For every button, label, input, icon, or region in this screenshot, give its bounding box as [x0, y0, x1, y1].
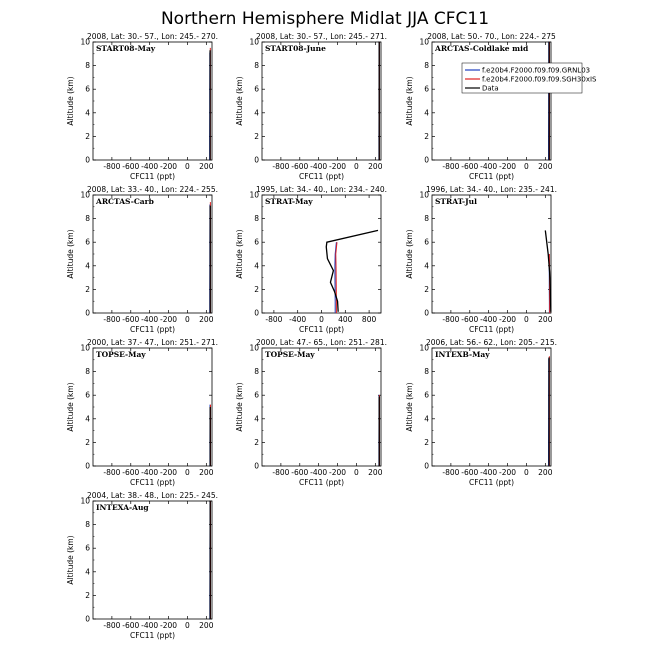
y-tick-label: 6	[424, 390, 429, 400]
y-tick-label: 2	[254, 437, 259, 447]
panel-header: 2008, Lat: 33.- 40., Lon: 224.- 255.	[87, 185, 218, 194]
plot-frame	[93, 501, 212, 619]
x-tick-label: 0	[354, 468, 359, 477]
panel-7	[66, 338, 218, 487]
y-tick-label: 0	[85, 461, 90, 471]
y-tick-label: 0	[424, 308, 429, 318]
panel-9	[405, 338, 557, 487]
legend-entry: Data	[482, 84, 499, 93]
x-tick-label: -400	[310, 468, 328, 477]
y-tick-label: 4	[424, 414, 429, 424]
panel-header: 2000, Lat: 37.- 47., Lon: 251.- 271.	[87, 338, 218, 347]
panel-10	[66, 491, 218, 640]
x-tick-label: 0	[524, 315, 529, 324]
panel-label: START08-May	[96, 44, 156, 53]
x-tick-label: 200	[199, 315, 214, 324]
x-tick-label: -400	[289, 315, 307, 324]
plot-frame	[93, 348, 212, 466]
x-axis-label: CFC11 (ppt)	[298, 172, 345, 181]
x-tick-label: -800	[442, 315, 460, 324]
x-tick-label: -400	[480, 315, 498, 324]
plot-frame	[262, 42, 381, 160]
x-tick-label: -800	[272, 162, 290, 171]
x-tick-label: 200	[538, 315, 553, 324]
panel-label: START08-June	[265, 44, 326, 53]
x-tick-label: -800	[265, 315, 283, 324]
x-tick-label: -200	[329, 162, 347, 171]
y-tick-label: 8	[254, 214, 259, 224]
plot-frame	[93, 195, 212, 313]
x-tick-label: 200	[538, 162, 553, 171]
x-axis-label: CFC11 (ppt)	[298, 478, 345, 487]
x-tick-label: 0	[185, 162, 190, 171]
x-tick-label: -800	[103, 162, 121, 171]
x-tick-label: -200	[499, 468, 517, 477]
y-tick-label: 0	[85, 155, 90, 165]
y-axis-label: Altitude (km)	[235, 76, 244, 126]
x-tick-label: -200	[499, 162, 517, 171]
x-tick-label: 800	[361, 315, 377, 324]
x-tick-label: -400	[141, 621, 159, 630]
series-line-3	[326, 230, 378, 311]
y-tick-label: 2	[85, 131, 90, 141]
x-tick-label: -200	[499, 315, 517, 324]
x-tick-label: 0	[319, 315, 324, 324]
y-tick-label: 8	[85, 214, 90, 224]
x-tick-label: -600	[461, 315, 479, 324]
y-axis-label: Altitude (km)	[235, 229, 244, 279]
x-tick-label: 200	[199, 468, 214, 477]
x-tick-label: -200	[160, 621, 178, 630]
y-tick-label: 6	[254, 237, 259, 247]
x-tick-label: -800	[103, 315, 121, 324]
y-tick-label: 10	[249, 37, 259, 47]
panel-header: 1996, Lat: 34.- 40., Lon: 235.- 241.	[426, 185, 557, 194]
x-axis-label: CFC11 (ppt)	[129, 325, 176, 334]
y-tick-label: 2	[254, 284, 259, 294]
x-tick-label: 200	[538, 468, 553, 477]
x-tick-label: 0	[185, 621, 190, 630]
panel-8	[235, 338, 387, 487]
panel-label: INTEXB-May	[435, 350, 490, 359]
x-tick-label: -200	[160, 162, 178, 171]
x-tick-label: -400	[141, 162, 159, 171]
y-tick-label: 0	[254, 461, 259, 471]
x-tick-label: -400	[141, 315, 159, 324]
y-tick-label: 0	[424, 461, 429, 471]
panel-header: 1995, Lat: 34.- 40., Lon: 234.- 240.	[256, 185, 387, 194]
x-tick-label: 0	[354, 162, 359, 171]
y-tick-label: 6	[85, 84, 90, 94]
panel-header: 2008, Lat: 30.- 57., Lon: 245.- 271.	[256, 32, 387, 41]
x-axis-label: CFC11 (ppt)	[468, 172, 515, 181]
y-tick-label: 10	[419, 190, 429, 200]
y-tick-label: 8	[85, 520, 90, 530]
plot-frame	[93, 42, 212, 160]
x-axis-label: CFC11 (ppt)	[129, 478, 176, 487]
x-tick-label: -600	[122, 315, 140, 324]
x-tick-label: 200	[199, 162, 214, 171]
x-tick-label: -400	[141, 468, 159, 477]
y-tick-label: 8	[254, 367, 259, 377]
y-tick-label: 0	[254, 155, 259, 165]
x-tick-label: -800	[442, 468, 460, 477]
panel-label: TOPSE-May	[96, 350, 146, 359]
y-tick-label: 4	[85, 414, 90, 424]
y-tick-label: 10	[80, 496, 90, 506]
y-tick-label: 8	[85, 61, 90, 71]
x-tick-label: -600	[122, 621, 140, 630]
y-axis-label: Altitude (km)	[235, 382, 244, 432]
y-tick-label: 0	[424, 155, 429, 165]
y-axis-label: Altitude (km)	[405, 382, 414, 432]
y-axis-label: Altitude (km)	[66, 535, 75, 585]
x-tick-label: -400	[480, 468, 498, 477]
x-axis-label: CFC11 (ppt)	[468, 325, 515, 334]
x-tick-label: -400	[310, 162, 328, 171]
panel-header: 2000, Lat: 47.- 65., Lon: 251.- 281.	[256, 338, 387, 347]
x-tick-label: 0	[185, 315, 190, 324]
figure-title: Northern Hemisphere Midlat JJA CFC11	[160, 9, 490, 29]
y-axis-label: Altitude (km)	[405, 76, 414, 126]
y-tick-label: 4	[85, 108, 90, 118]
x-tick-label: -200	[160, 315, 178, 324]
y-tick-label: 6	[424, 237, 429, 247]
plot-frame	[262, 348, 381, 466]
x-tick-label: -800	[103, 621, 121, 630]
y-tick-label: 8	[254, 61, 259, 71]
panel-header: 2008, Lat: 30.- 57., Lon: 245.- 270.	[87, 32, 218, 41]
series-line-3	[545, 230, 550, 311]
y-tick-label: 2	[85, 437, 90, 447]
y-tick-label: 10	[80, 37, 90, 47]
y-tick-label: 6	[85, 237, 90, 247]
legend	[462, 63, 597, 93]
x-tick-label: 0	[185, 468, 190, 477]
y-tick-label: 8	[85, 367, 90, 377]
x-axis-label: CFC11 (ppt)	[129, 172, 176, 181]
x-tick-label: -600	[461, 162, 479, 171]
panel-3	[405, 32, 597, 181]
y-tick-label: 2	[424, 284, 429, 294]
x-tick-label: -200	[160, 468, 178, 477]
x-tick-label: -600	[291, 162, 309, 171]
y-tick-label: 2	[254, 131, 259, 141]
panel-label: STRAT-May	[265, 197, 313, 206]
panel-header: 2004, Lat: 38.- 48., Lon: 225.- 245.	[87, 491, 218, 500]
y-tick-label: 8	[424, 367, 429, 377]
y-tick-label: 10	[419, 37, 429, 47]
y-tick-label: 0	[254, 308, 259, 318]
x-tick-label: 400	[338, 315, 353, 324]
y-tick-label: 2	[85, 590, 90, 600]
y-tick-label: 4	[85, 567, 90, 577]
legend-entry: f.e20b4.F2000.f09.f09.SGH30xIS	[482, 75, 597, 84]
x-axis-label: CFC11 (ppt)	[298, 325, 345, 334]
panel-2	[235, 32, 387, 181]
y-tick-label: 6	[254, 84, 259, 94]
x-tick-label: 200	[368, 468, 383, 477]
plot-frame	[432, 195, 551, 313]
panel-label: ARCTAS-Carb	[96, 197, 154, 206]
panel-header: 2008, Lat: 50.- 70., Lon: 224.- 275	[427, 32, 556, 41]
y-tick-label: 6	[85, 543, 90, 553]
x-tick-label: -600	[291, 468, 309, 477]
y-axis-label: Altitude (km)	[405, 229, 414, 279]
y-axis-label: Altitude (km)	[66, 76, 75, 126]
y-tick-label: 2	[424, 131, 429, 141]
panel-6	[405, 185, 557, 334]
x-tick-label: -800	[442, 162, 460, 171]
y-tick-label: 10	[249, 190, 259, 200]
plot-frame	[432, 42, 551, 160]
y-tick-label: 4	[424, 108, 429, 118]
series-line-2	[336, 242, 337, 313]
x-tick-label: -600	[122, 468, 140, 477]
x-tick-label: 0	[524, 468, 529, 477]
x-tick-label: -400	[480, 162, 498, 171]
y-tick-label: 4	[254, 108, 259, 118]
y-tick-label: 4	[254, 414, 259, 424]
y-axis-label: Altitude (km)	[66, 382, 75, 432]
y-tick-label: 2	[424, 437, 429, 447]
x-tick-label: 200	[199, 621, 214, 630]
y-tick-label: 10	[80, 343, 90, 353]
panel-label: STRAT-Jul	[435, 197, 477, 206]
x-tick-label: -600	[461, 468, 479, 477]
y-tick-label: 4	[424, 261, 429, 271]
y-tick-label: 10	[249, 343, 259, 353]
panel-header: 2006, Lat: 56.- 62., Lon: 205.- 215.	[426, 338, 557, 347]
plot-frame	[262, 195, 381, 313]
panel-4	[66, 185, 218, 334]
y-tick-label: 6	[254, 390, 259, 400]
y-tick-label: 4	[85, 261, 90, 271]
y-tick-label: 2	[85, 284, 90, 294]
x-axis-label: CFC11 (ppt)	[129, 631, 176, 640]
panel-5	[235, 185, 387, 334]
x-tick-label: -800	[272, 468, 290, 477]
x-axis-label: CFC11 (ppt)	[468, 478, 515, 487]
y-tick-label: 0	[85, 614, 90, 624]
plot-frame	[432, 348, 551, 466]
panel-label: ARCTAS-Coldlake mid	[435, 44, 529, 53]
y-tick-label: 10	[419, 343, 429, 353]
y-tick-label: 6	[85, 390, 90, 400]
y-tick-label: 8	[424, 61, 429, 71]
y-tick-label: 0	[85, 308, 90, 318]
legend-entry: f.e20b4.F2000.f09.f09.GRNL03	[482, 66, 591, 75]
x-tick-label: 0	[524, 162, 529, 171]
panel-1	[66, 32, 218, 181]
y-tick-label: 4	[254, 261, 259, 271]
y-axis-label: Altitude (km)	[66, 229, 75, 279]
y-tick-label: 8	[424, 214, 429, 224]
y-tick-label: 10	[80, 190, 90, 200]
panel-label: TOPSE-May	[265, 350, 315, 359]
panel-label: INTEXA-Aug	[96, 503, 149, 512]
y-tick-label: 6	[424, 84, 429, 94]
x-tick-label: 200	[368, 162, 383, 171]
x-tick-label: -200	[329, 468, 347, 477]
x-tick-label: -800	[103, 468, 121, 477]
x-tick-label: -600	[122, 162, 140, 171]
